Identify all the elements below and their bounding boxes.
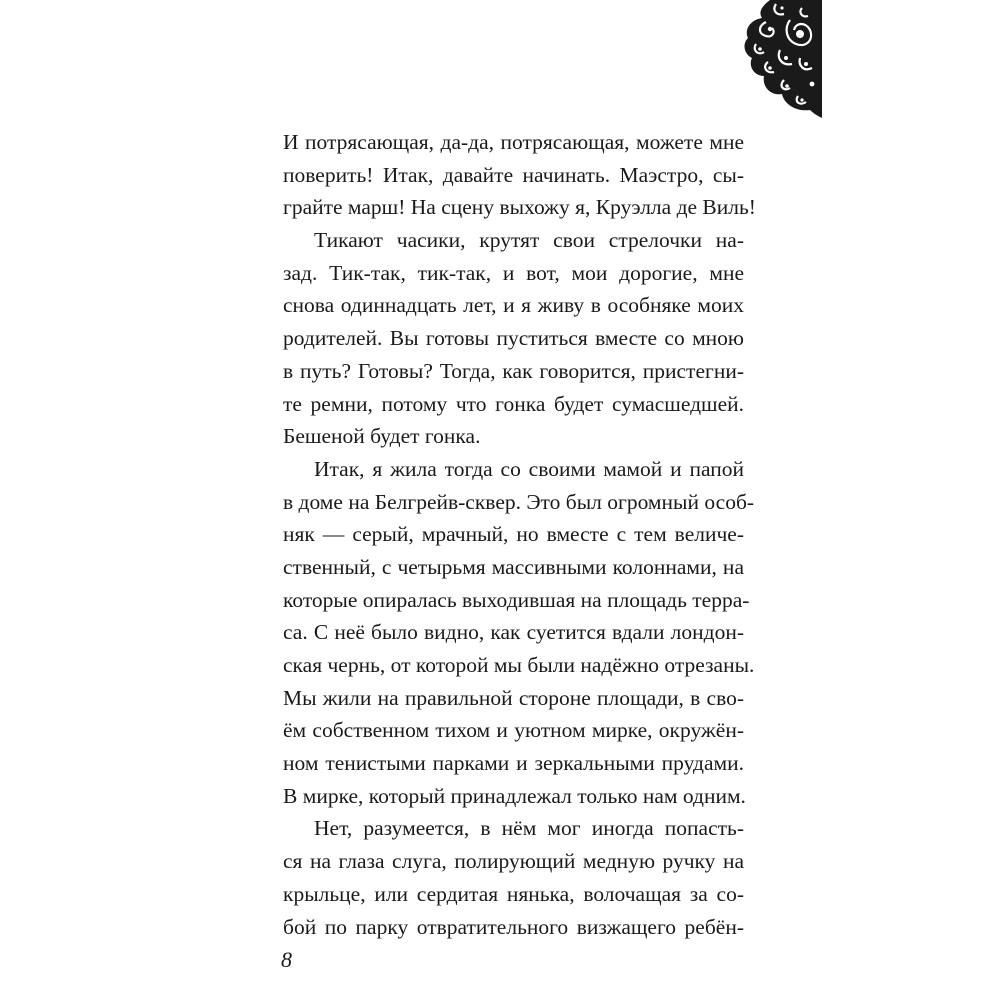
text-line: в путь? Готовы? Тогда, как говорится, пристегни- xyxy=(283,358,744,383)
paisley-ornament-icon xyxy=(740,0,822,118)
text-line: ся на глаза слуга, полирующий медную ручку на xyxy=(283,849,744,874)
text-line: крыльце, или сердитая нянька, волочащая за со- xyxy=(283,881,744,906)
text-line: Тикают часики, крутят свои стрелочки на- xyxy=(314,228,744,253)
text-line: Мы жили на правильной стороне площади, в сво- xyxy=(283,685,744,710)
text-line: ном тенистыми парками и зеркальными прудами. xyxy=(283,751,744,776)
text-line: няк — серый, мрачный, но вместе с тем величе- xyxy=(283,522,744,547)
text-line: ственный, с четырьмя массивными колоннами, на xyxy=(283,554,744,579)
text-line: поверить! Итак, давайте начинать. Маэстро, сы- xyxy=(283,162,744,187)
text-line: те ремни, потому что гонка будет сумасшедшей. xyxy=(283,391,744,416)
text-line: ская чернь, от которой мы были надёжно отрезаны. xyxy=(283,653,755,677)
text-line: ём собственном тихом и уютном мирке, окружён- xyxy=(283,718,744,743)
text-line: которые опиралась выходившая на площадь терра- xyxy=(283,587,750,612)
text-line: родителей. Вы готовы пуститься вместе со мною xyxy=(283,326,744,351)
text-line: И потрясающая, да-да, потрясающая, можете мне xyxy=(283,130,744,154)
text-line: Бешеной будет гонка. xyxy=(283,424,481,449)
text-line: Нет, разумеется, в нём мог иногда попасть- xyxy=(314,816,744,841)
text-line: Итак, я жила тогда со своими мамой и папой xyxy=(314,456,744,481)
text-line: грайте марш! На сцену выхожу я, Круэлла де Виль! xyxy=(283,195,756,220)
text-line: в доме на Белгрейв-сквер. Это был огромный особ- xyxy=(283,489,755,514)
page-body-text xyxy=(283,126,756,943)
text-line: бой по парку отвратительного визжащего ребён- xyxy=(283,914,744,939)
text-line: зад. Тик-так, тик-так, и вот, мои дорогие, мне xyxy=(283,260,744,285)
text-line: са. С неё было видно, как суетится вдали лондон- xyxy=(283,620,744,645)
text-line: В мирке, который принадлежал только нам одним. xyxy=(283,783,746,808)
text-line: снова одиннадцать лет, и я живу в особняке моих xyxy=(283,293,744,318)
page-number: 8 xyxy=(281,947,292,972)
